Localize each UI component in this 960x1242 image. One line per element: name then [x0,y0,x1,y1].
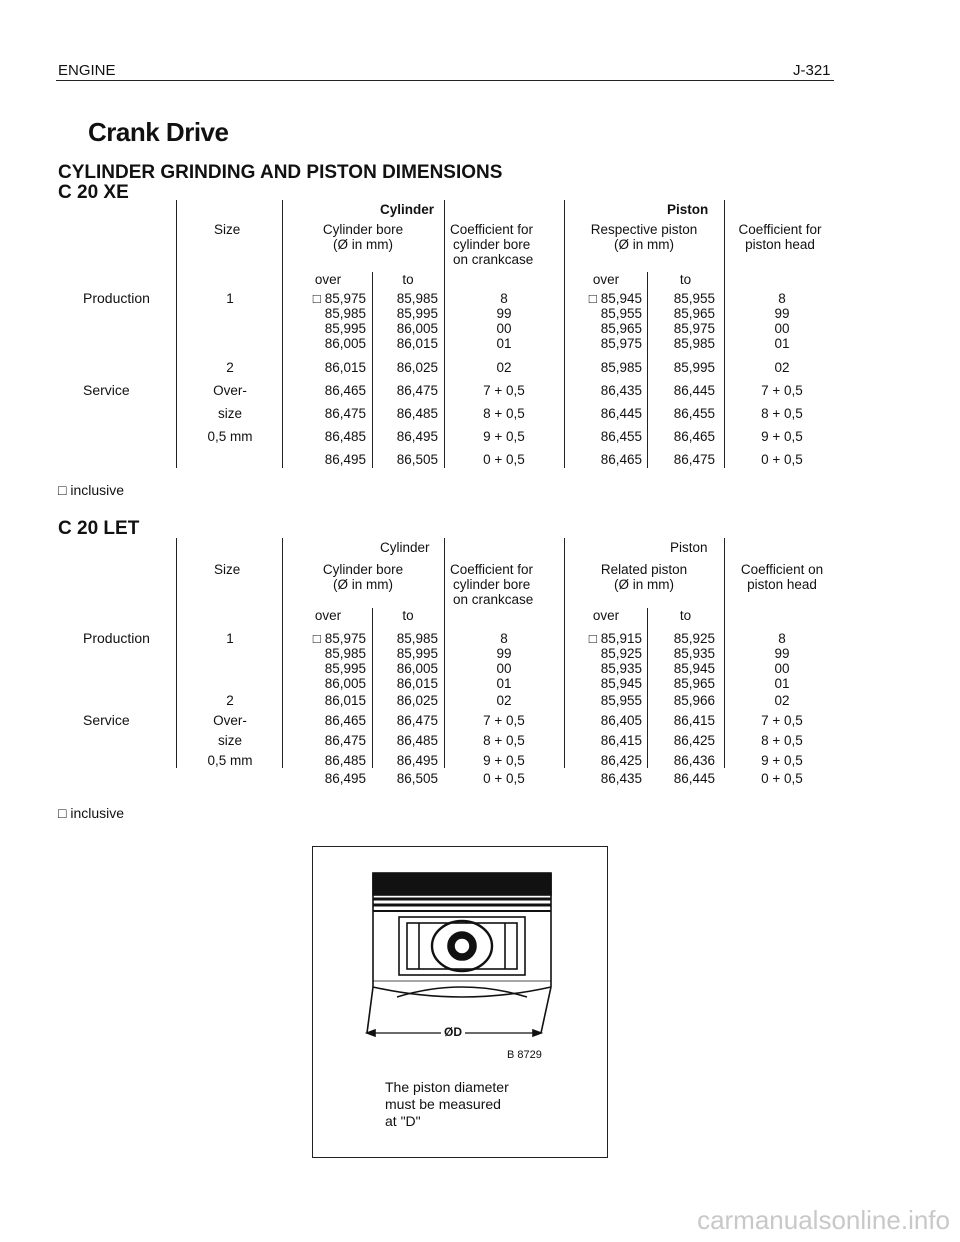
table-cell: 86,465 [324,383,366,398]
piston-header: Respective piston [590,222,698,237]
row-label-production: Production [83,630,150,646]
table-cell: 86,475 [324,406,366,421]
table-cell: 85,975 [600,336,642,351]
table-cell: 02 [774,360,790,375]
table-cell: 86,005 [396,321,438,336]
table-cell: 01 [774,676,790,691]
table-cell: 86,465 [324,713,366,728]
table-cell: 0 + 0,5 [761,452,803,467]
table-cell: 8 + 0,5 [483,406,525,421]
table-cell: 0 + 0,5 [483,452,525,467]
caption-line: The piston diameter [385,1079,509,1095]
table-cell: 8 [500,631,508,646]
table-cell: 00 [774,321,790,336]
table-cell: 86,445 [673,771,715,786]
table-cell: 9 + 0,5 [483,753,525,768]
table-cell: 85,965 [673,306,715,321]
table-cell: 86,485 [324,429,366,444]
table-cell: 85,935 [600,661,642,676]
table-cell: 86,445 [600,406,642,421]
coef-piston-header-2: piston head [747,577,817,592]
table-cell: 86,485 [396,406,438,421]
table-cell: 86,425 [600,753,642,768]
table-cell: 86,465 [673,429,715,444]
model-heading-c20xe: C 20 XE [58,182,129,203]
table-cell: 85,995 [324,661,366,676]
over-header: over [592,272,620,287]
row-label-production: Production [83,290,150,306]
table-cell: 86,005 [396,661,438,676]
table-cell: 8 + 0,5 [483,733,525,748]
over-header: over [314,608,342,623]
table-cell: 86,485 [396,733,438,748]
table-cell: 85,955 [673,291,715,306]
to-header: to [402,608,414,623]
coef-piston-header-2: piston head [745,237,815,252]
table-cell: 85,985 [324,306,366,321]
caption-line: must be measured [385,1096,501,1112]
size-header: Size [214,222,241,237]
coef-cylinder-header-3: on crankcase [453,592,534,607]
to-header: to [679,272,692,287]
table-cell: 86,495 [396,429,438,444]
table-cell: 85,925 [673,631,715,646]
size-value: 1 [226,291,234,306]
header-rule [56,80,834,81]
table-cell: 86,475 [673,452,715,467]
to-header: to [402,272,414,287]
table-cell: 8 [778,291,786,306]
cylinder-bore-unit: (Ø in mm) [333,577,393,592]
table-cell: 85,966 [673,693,715,708]
coef-piston-header: Coefficient for [738,222,822,237]
table-cell: 86,475 [324,733,366,748]
piston-header: Related piston [600,562,688,577]
table-cell: 86,425 [673,733,715,748]
table-cell: 85,955 [600,693,642,708]
table-cell: 85,985 [396,631,438,646]
table-cell: 86,435 [600,771,642,786]
table-cell: 86,465 [600,452,642,467]
size-value: 0,5 mm [207,429,253,444]
table-cell: 00 [774,661,790,676]
table-cell: 00 [496,661,512,676]
table-cell: 9 + 0,5 [761,753,803,768]
table-cell: 86,505 [396,452,438,467]
table-cell: 7 + 0,5 [761,713,803,728]
table-cell: 8 [500,291,508,306]
table-cell: 86,505 [396,771,438,786]
table-cell: 00 [496,321,512,336]
table-cell: 86,475 [396,383,438,398]
table-cell: 86,455 [600,429,642,444]
table-cell: 85,985 [600,360,642,375]
page-title: Crank Drive [88,117,229,147]
table-cell: 8 [778,631,786,646]
size-value: Over- [213,713,247,728]
table-cell: 7 + 0,5 [483,713,525,728]
table-cell: 86,445 [673,383,715,398]
cylinder-bore-header: Cylinder bore [322,562,404,577]
table-cell: 86,025 [396,693,438,708]
table-cell: 86,025 [396,360,438,375]
table-cell: 85,945 [673,661,715,676]
figure-id: B 8729 [507,1049,542,1061]
table-cell: 85,945 [600,676,642,691]
cylinder-bore-unit: (Ø in mm) [333,237,393,252]
table-cell: 85,925 [600,646,642,661]
size-value: Over- [213,383,247,398]
table-cell: 9 + 0,5 [483,429,525,444]
table-cell: 85,955 [600,306,642,321]
size-value: 2 [226,360,234,375]
coef-cylinder-header-2: cylinder bore [453,237,531,252]
cylinder-bore-header: Cylinder bore [322,222,404,237]
table-cell: 86,005 [324,336,366,351]
piston-drawing [313,847,607,1077]
table-cell: 86,415 [673,713,715,728]
size-header: Size [214,562,241,577]
table-cell: 85,985 [673,336,715,351]
table-cell: 86,405 [600,713,642,728]
table-cell: 01 [496,336,512,351]
table-cell: 86,415 [600,733,642,748]
cylinder-group-label: Cylinder [380,202,435,217]
row-label-service: Service [83,382,130,398]
table-cell: 86,005 [324,676,366,691]
table-cell: □ 85,915 [588,631,642,646]
table-cell: 99 [774,646,790,661]
piston-unit: (Ø in mm) [614,237,674,252]
table-cell: 86,015 [396,336,438,351]
table-cell: 86,485 [324,753,366,768]
table-cell: 99 [774,306,790,321]
size-value: 0,5 mm [207,753,253,768]
coef-cylinder-header-2: cylinder bore [453,577,531,592]
size-value: 1 [226,631,234,646]
table-cell: 85,995 [673,360,715,375]
table-cell: 86,455 [673,406,715,421]
table-cell: 01 [496,676,512,691]
table-cell: □ 85,945 [588,291,642,306]
table-cell: 85,995 [396,306,438,321]
table-cell: 86,495 [324,452,366,467]
table-cell: 86,495 [396,753,438,768]
header-section: ENGINE [58,62,116,79]
coef-cylinder-header-3: on crankcase [453,252,534,267]
figure-caption [385,1079,509,1130]
table-cell: 99 [496,646,512,661]
coef-piston-header: Coefficient on [740,562,824,577]
row-label-service: Service [83,712,130,728]
table-cell: 85,965 [673,676,715,691]
table-cell: 02 [496,693,512,708]
table-cell: 86,015 [396,676,438,691]
over-header: over [314,272,342,287]
over-header: over [592,608,620,623]
header-page-number: J-321 [793,62,831,79]
table-cell: 86,015 [324,693,366,708]
coef-cylinder-header: Coefficient for [450,562,534,577]
table-cell: 85,935 [673,646,715,661]
table-cell: 86,475 [396,713,438,728]
piston-group-label: Piston [667,202,709,217]
table-cell: 8 + 0,5 [761,733,803,748]
footnote-inclusive: □ inclusive [58,805,125,821]
table-cell: 0 + 0,5 [483,771,525,786]
table-cell: 86,435 [600,383,642,398]
table-cell: 85,985 [324,646,366,661]
table-cell: 85,995 [324,321,366,336]
caption-line: at "D" [385,1113,421,1129]
cylinder-group-label: Cylinder [380,540,430,555]
table-cell: 85,985 [396,291,438,306]
table-cell: 8 + 0,5 [761,406,803,421]
table-cell: □ 85,975 [312,631,366,646]
table-cell: 99 [496,306,512,321]
footnote-inclusive: □ inclusive [58,482,125,498]
table-cell: □ 85,975 [312,291,366,306]
table-cell: 01 [774,336,790,351]
watermark: carmanualsonline.info [697,1205,950,1235]
table-cell: 0 + 0,5 [761,771,803,786]
table-cell: 86,495 [324,771,366,786]
dimension-label: ØD [441,1025,465,1039]
table-cell: 85,975 [673,321,715,336]
piston-unit: (Ø in mm) [614,577,674,592]
model-heading-c20let: C 20 LET [58,518,140,539]
section-subtitle: CYLINDER GRINDING AND PISTON DIMENSIONS [58,162,503,183]
table-cell: 02 [496,360,512,375]
table-cell: 02 [774,693,790,708]
table-cell: 9 + 0,5 [761,429,803,444]
table-cell: 86,436 [673,753,715,768]
size-value: size [217,406,242,421]
piston-group-label: Piston [670,540,708,555]
size-value: size [217,733,242,748]
table-cell: 85,965 [600,321,642,336]
table-cell: 7 + 0,5 [483,383,525,398]
size-value: 2 [226,693,234,708]
coef-cylinder-header: Coefficient for [450,222,534,237]
table-cell: 85,995 [396,646,438,661]
table-cell: 7 + 0,5 [761,383,803,398]
piston-figure [312,846,608,1158]
table-cell: 86,015 [324,360,366,375]
to-header: to [679,608,692,623]
